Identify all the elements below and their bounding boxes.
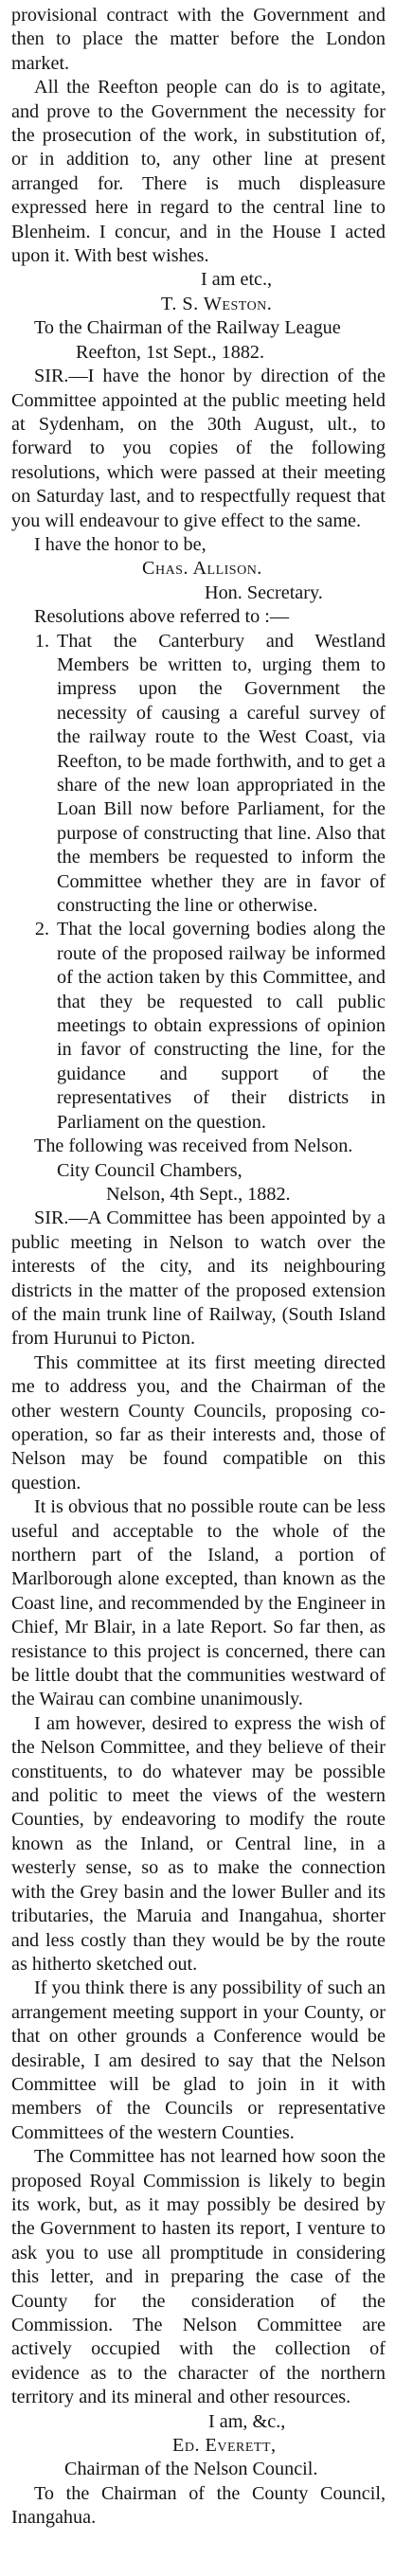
resolution-item-1 xyxy=(11,630,386,919)
everett-paragraph-6: The Committee has not learned how soon the proposed Royal Commission is likely to begin its work, but, as it may possibly be desired by the Government to hasten its report, I venture to ask you to use all promptitude in considering this letter, and in preparing the case of the County for the consideration of the Commission. The Nelson Committee are actively occupied with the collection of evidence as to the character of the northern territory and its mineral and other resources. xyxy=(11,2146,386,2408)
everett-signature-title: Chairman of the Nelson Council. xyxy=(64,2459,318,2480)
nelson-place: City Council Chambers, xyxy=(57,1159,242,1181)
allison-addressee: To the Chairman of the Railway League xyxy=(34,317,341,339)
weston-closing: I am etc., xyxy=(201,269,273,291)
resolution-text: That the Canterbury and Westland Members be written to, urging them to impress upon the Government the necessity of causing a careful survey of the railway route to the West Coast, via Reefton, to be made forthwith, and to get a share of the new loan appropriated in the Loan Bill now before Parliament, for the purpose of constructing that line. Also that the members be requested to inform the Committee whether they are in favor of constructing the line or otherwise. xyxy=(57,630,386,917)
allison-closing: I have the honor to be, xyxy=(34,533,206,555)
resolution-number: 1. xyxy=(34,630,49,652)
nelson-intro: The following was received from Nelson. xyxy=(34,1136,353,1157)
everett-closing: I am, &c., xyxy=(208,2410,286,2432)
allison-title: Hon. Secretary. xyxy=(205,581,323,603)
weston-paragraph-1: provisional contract with the Government and then to place the matter before the London market. xyxy=(11,5,386,74)
resolution-number: 2. xyxy=(34,919,49,940)
everett-paragraph-2: This committee at its first meeting directed me to address you, and the Chairman of the other western County Councils, proposing co-operation, so far as their interests and, those of Nelson may be found compatible on this question. xyxy=(11,1351,386,1494)
resolution-text: That the local governing bodies along the route of the proposed railway be informed of the action taken by this Committee, and that they be requested to call public meetings to obtain expressions of opinion in favor of constructing the line, for the guidance and support of the representatives of their districts in Parliament on the question. xyxy=(57,919,386,1133)
weston-signature: T. S. Weston. xyxy=(161,293,273,314)
allison-body: SIR.—I have the honor by direction of the Committee appointed at the public meeting held at Sydenham, on the 30th August, ult., to forward to you copies of the following resolutions, which were passed at their meeting on Saturday last, and to respectfully request that you will endeavour to give effect to the same. xyxy=(11,366,386,531)
everett-signature: Ed. Everett, xyxy=(172,2435,277,2457)
nelson-date: Nelson, 4th Sept., 1882. xyxy=(106,1183,291,1205)
resolutions-heading: Resolutions above referred to :— xyxy=(34,606,290,628)
allison-place-date: Reefton, 1st Sept., 1882. xyxy=(76,341,265,363)
allison-signature: Chas. Allison. xyxy=(142,558,262,580)
everett-paragraph-3: It is obvious that no possible route can be less useful and acceptable to the whole of the northern part of the Island, a portion of Marlborough alone excepted, than known as the Coast line, and recommended by the Engineer in Chief, Mr Blair, in a late Report. So far then, as resistance to this project is concerned, there can be little doubt that the communities westward of the Wairau can combine unanimously. xyxy=(11,1496,386,1710)
everett-paragraph-1: SIR.—A Committee has been appointed by a public meeting in Nelson to watch over the interests of the city, and its neighbouring districts in the matter of the proposed extension of the main trunk line of Railway, (South Island from Hurunui to Picton. xyxy=(11,1208,386,1350)
everett-paragraph-5: If you think there is any possibility of such an arrangement meeting support in your County, or that on other grounds a Conference would be desirable, I am desired to say that the Nelson Committee will be glad to join in it with members of the Councils or representative Committees of the western Counties. xyxy=(11,1977,386,2143)
weston-paragraph-2: All the Reefton people can do is to agitate, and prove to the Government the necessity for the prosecution of the work, in substitution of, or in addition to, any other line at present arranged for. There is much displeasure expressed here in regard to the central line to Blenheim. I concur, and in the House I acted upon it. With best wishes. xyxy=(11,77,386,267)
resolution-item-2 xyxy=(11,918,386,1135)
everett-paragraph-4: I am however, desired to express the wish of the Nelson Committee, and they believe of their constituents, to do whatever may be possible and politic to meet the views of the western Counties, by endeavoring to modify the route known as the Inland, or Central line, in a westerly sense, so as to make the connection with the Grey basin and the lower Buller and its tributaries, the Maruia and Inangahua, shorter and less costly than they would be by the route as hitherto sketched out. xyxy=(11,1712,386,1975)
everett-addressee: To the Chairman of the County Council, Inangahua. xyxy=(11,2482,386,2529)
